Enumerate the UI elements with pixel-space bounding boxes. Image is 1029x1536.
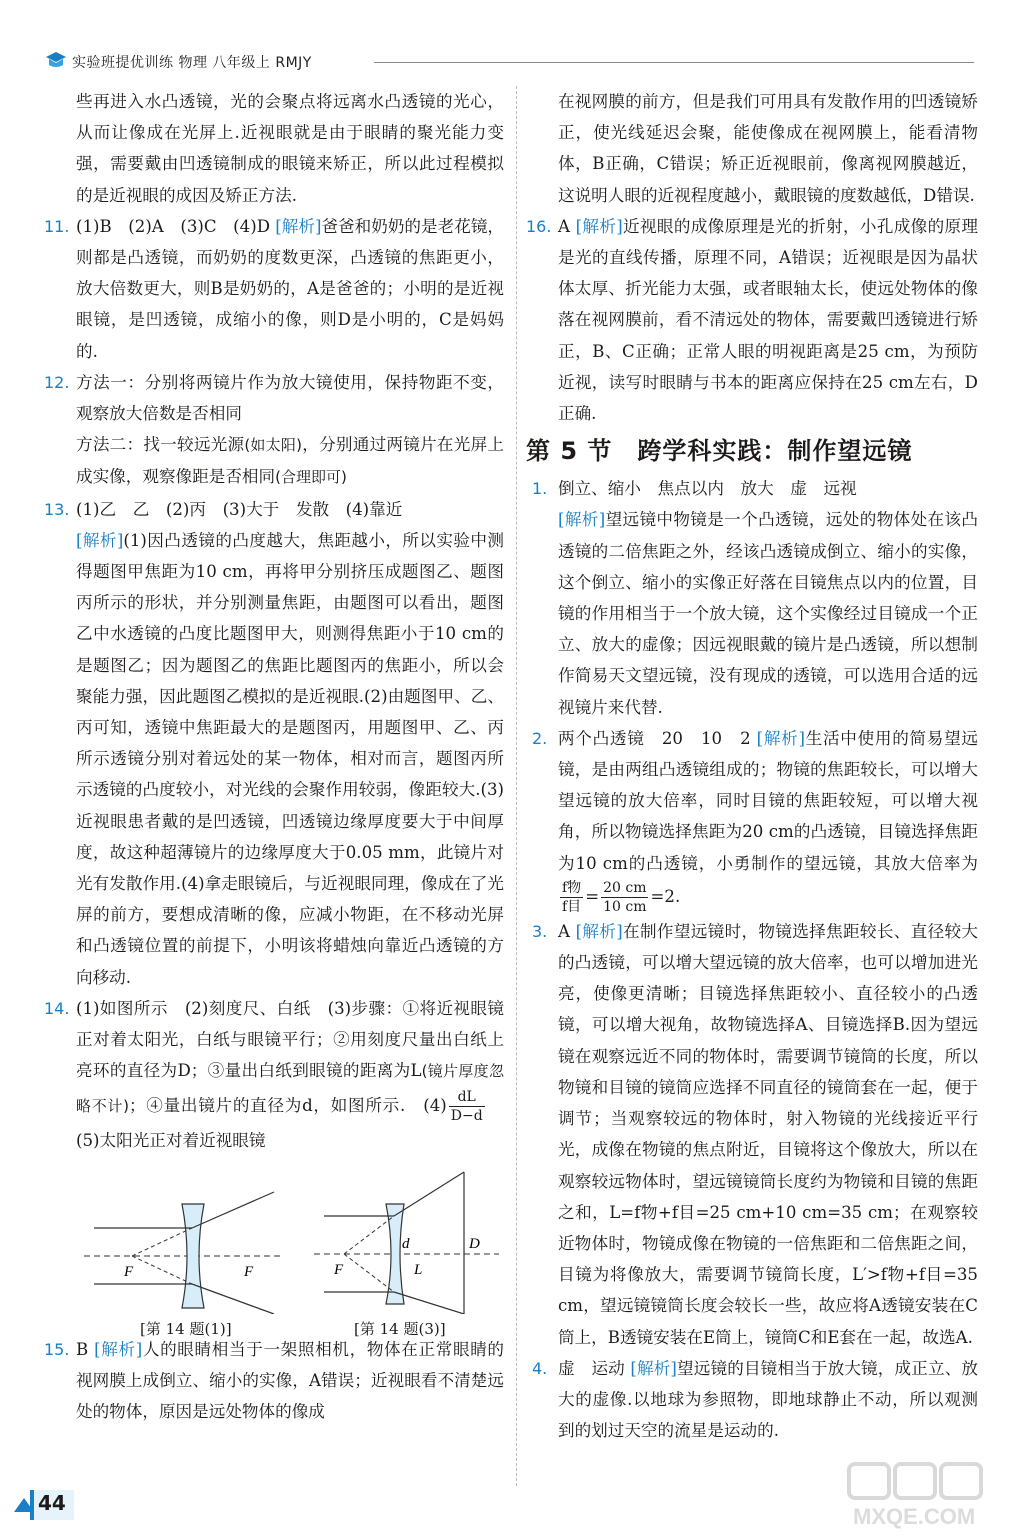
continued-text: 在视网膜的前方，但是我们可用具有发散作用的凹透镜矫正，使光线延迟会聚，能使像成在视网膜上，能看清物体，B正确，C错误；矫正近视眼前，像离视网膜越近，这说明人眼的近视程度越小，戴眼镜的度数越低，D错误. xyxy=(558,92,978,205)
page-number-badge xyxy=(14,1486,70,1522)
analysis-tag: [ 解析 ] xyxy=(576,217,623,236)
analysis-text: 爸爸和奶奶的是老花镜，则都是凸透镜，而奶奶的度数更深，凸透镜的焦距更小，放大倍数更大，则B是奶奶的，A是爸爸的；小明的是近视眼镜，是凹透镜，成缩小的像，则D是小明的，C是妈妈的. xyxy=(76,216,505,361)
analysis-tag: [ 解析 ] xyxy=(76,531,123,550)
continued-text: 些再进入水凸透镜，光的会聚点将远离水凸透镜的光心，从而让像成在光屏上.近视眼就是由于眼睛的聚光能力变强，需要戴由凹透镜制成的眼镜来矫正，所以此过程模拟的是近视眼的成因及矫正方法. xyxy=(76,92,504,205)
page-number: 44 xyxy=(38,1491,66,1515)
question-number: 2. xyxy=(532,728,548,748)
analysis-text: 望远镜中物镜是一个凸透镜，远处的物体处在该凸透镜的二倍焦距之外，经该凸透镜成倒立、缩小的实像，这个倒立、缩小的实像正好落在目镜焦点以内的位置，目镜的作用相当于一个放大镜，这个实像经过目镜成一个正立、放大的虚像；因远视眼戴的镜片是凸透镜，所以想制作简易天文望远镜，没有现成的透镜，可以选用合适的远视镜片来代替. xyxy=(558,510,979,717)
method-one: 方法一：分别将两镜片作为放大镜使用，保持物距不变，观察放大倍数是否相同 xyxy=(76,372,504,424)
answer-text: B xyxy=(76,1339,89,1359)
question-11 xyxy=(44,211,504,367)
section-question-4 xyxy=(526,1353,978,1447)
analysis-text: 在制作望远镜时，物镜选择焦距较长、直径较大的凸透镜，可以增大望远镜的放大倍率，也可以增加进光亮，使像更清晰；目镜选择焦距较小、直径较小的凸透镜，可以增大视角，故物镜选择A、目镜选择B.因为望远镜在观察远近不同的物体时，需要调节镜筒的长度，所以物镜和目镜的镜筒应选择不同直径的镜筒套在一起，便于调节；当观察较远的物体时，射入物镜的光线接近平行光，成像在物镜的焦点附近，目镜将这个像放大，所以在观察较远物体时，望远镜镜筒长度约为物镜和目镜的焦距之和，L=f物+f目=25 cm+10 cm=35 cm；在观察较近物体时，物镜成像在物镜的一倍焦距和二倍焦距之间，目镜为将像放大，需要调节镜筒长度，L′>f物+f目=35 cm，望远镜镜筒长度会较长一些，故应将A透镜安装在C筒上，B透镜安装在E筒上，镜筒C和E套在一起，故选A. xyxy=(558,921,979,1347)
right-column xyxy=(526,86,978,1446)
figure-caption: [第 14 题(1)] xyxy=(140,1319,232,1338)
analysis-tag: [ 解析 ] xyxy=(94,1340,142,1359)
question-number: 12. xyxy=(44,372,70,392)
question-13 xyxy=(44,494,504,993)
formula-fraction: $\frac{\text{f物}}{\text{f目}}$ xyxy=(562,879,582,915)
answer-text: A xyxy=(558,921,570,941)
section-question-2: 2. 两个凸透镜 20 10 2 [ 解析 ] 生活中使用的简易望远镜，是由两组凸透镜组成的；物镜的焦距较长，可以增大望远镜的放大倍率，同时目镜的焦距较短，可以增大视角，所以物镜选择焦距为20 cm的凸透镜，目镜选择焦距为10 cm的凸透镜，小勇制作的望远镜，其放大倍率为 $\frac{\text{f物}}{\text{f目}}$ = $\frac{20 cm}{10 cm}$ =2. xyxy=(526,723,978,916)
question-number: 4. xyxy=(532,1358,548,1378)
question-number: 1. xyxy=(532,479,548,499)
header-rule xyxy=(374,62,974,63)
analysis-tag: [ 解析 ] xyxy=(275,217,321,236)
distance-label: L xyxy=(414,1261,423,1278)
answer-text: (1)乙 乙 (2)丙 (3)大于 发散 (4)靠近 xyxy=(76,499,403,519)
section-question-1 xyxy=(526,473,978,723)
question-15 xyxy=(44,1334,504,1428)
answer-text: 虚 运动 xyxy=(558,1358,625,1378)
question-number: 15. xyxy=(44,1339,70,1359)
analysis-tag: [ 解析 ] xyxy=(558,510,605,529)
svg-text:MXQE.COM: MXQE.COM xyxy=(853,1504,976,1529)
question-number: 16. xyxy=(526,216,552,236)
figure-caption: [第 14 题(3)] xyxy=(354,1319,446,1338)
analysis-text: 人的眼睛相当于一架照相机，物体在正常眼睛的视网膜上成倒立、缩小的实像，A错误；近视眼看不清楚远处的物体，原因是远处物体的像成 xyxy=(76,1339,505,1422)
diameter-label: d xyxy=(402,1235,410,1252)
formula-fraction: $\frac{dL}{D-d}$ xyxy=(450,1088,483,1124)
question-number: 3. xyxy=(532,921,548,941)
analysis-text: 近视眼的成像原理是光的折射，小孔成像的原理是光的直线传播，原理不同，A错误；近视眼是因为晶状体太厚、折光能力太强，或者眼轴太长，使远处物体的像落在视网膜前，看不清远处的物体，需要戴凹透镜进行矫正，B、C正确；正常人眼的明视距离是25 cm，为预防近视，读写时眼睛与书本的距离应保持在25 cm左右，D正确. xyxy=(558,216,979,424)
ring-diameter-label: D xyxy=(469,1235,480,1252)
analysis-text: (1)因凸透镜的凸度越大，焦距越小，所以实验中测得题图甲焦距为10 cm，再将甲分别挤压成题图乙、题图丙所示的形状，并分别测量焦距，由题图可以看出，题图乙中水透镜的凸度比题图甲大，则测得焦距小于10 cm的是题图乙；因为题图乙的焦距比题图丙的焦距小，所以会聚能力强，因此题图乙模拟的是近视眼.(2)由题图甲、乙、丙可知，透镜中焦距最大的是题图丙，用题图甲、乙、丙所示透镜分别对着远处的某一物体，相对而言，题图丙所示透镜的凸度较小，对光线的会聚作用较弱，像距较大.(3)近视眼患者戴的是凹透镜，凹透镜边缘厚度要大于中间厚度，故这种超薄镜片的边缘厚度大于0.05 mm，此镜片对光有发散作用.(4)拿走眼镜后，与近视眼同理，像成在了光屏的前方，要想成清晰的像，应减小物距，在不移动光屏和凸透镜位置的前提下，小明该将蜡烛向靠近凸透镜的方向移动. xyxy=(76,530,504,987)
formula-fraction: $\frac{20 cm}{10 cm}$ xyxy=(603,879,647,915)
answer-text: A xyxy=(558,216,570,236)
question-12 xyxy=(44,367,504,494)
concave-lens-diagram xyxy=(84,1164,284,1314)
question-number: 11. xyxy=(44,216,70,236)
answer-text: (1)B (2)A (3)C (4)D xyxy=(76,216,270,236)
focus-label: F xyxy=(334,1261,344,1278)
question-number: 13. xyxy=(44,499,70,519)
lens-ring-diagram xyxy=(314,1124,504,1314)
section-title: 第 5 节 跨学科实践：制作望远镜 xyxy=(526,437,913,466)
analysis-tag: [ 解析 ] xyxy=(576,922,623,941)
focus-label: F xyxy=(124,1263,134,1280)
answer-text: 倒立、缩小 焦点以内 放大 虚 远视 xyxy=(558,479,857,499)
method-two: 方法二：找一较远光源(如太阳)，分别通过两镜片在光屏上成实像，观察像距是否相同(合理即可) xyxy=(76,435,505,487)
focus-label: F xyxy=(244,1263,254,1280)
question-16 xyxy=(526,211,978,429)
question-14-figures xyxy=(44,1164,504,1338)
analysis-tag: [ 解析 ] xyxy=(757,729,805,748)
column-divider xyxy=(516,86,517,1486)
section-question-3 xyxy=(526,916,978,1353)
header-title: 实验班提优训练 物理 八年级上 RMJY xyxy=(72,55,312,71)
question-14: 14. (1)如图所示 (2)刻度尺、白纸 (3)步骤：①将近视眼镜正对着太阳光，白纸与眼镜平行；②用刻度尺量出白纸上亮环的直径为D；③量出白纸到眼镜的距离为L(镜片厚度忽略不计)；④量出镜片的直径为d，如图所示. (4) $\frac{dL}{D-d}$ (5)太阳光正对着近视眼镜 xyxy=(44,993,504,1156)
book-logo-icon xyxy=(44,48,68,72)
watermark-logo xyxy=(845,1460,1015,1530)
answer-text: 两个凸透镜 20 10 2 xyxy=(558,728,751,748)
left-column xyxy=(44,86,504,1427)
analysis-text: 望远镜的目镜相当于放大镜，成正立、放大的虚像.以地球为参照物，即地球静止不动，所以观测到的划过天空的流星是运动的. xyxy=(558,1358,979,1441)
page-header xyxy=(44,46,974,76)
analysis-tag: [ 解析 ] xyxy=(630,1359,677,1378)
question-number: 14. xyxy=(44,998,70,1018)
analysis-text: 生活中使用的简易望远镜，是由两组凸透镜组成的；物镜的焦距较长，可以增大望远镜的放大倍率，同时目镜的焦距较短，可以增大视角，所以物镜选择焦距为20 cm的凸透镜，目镜选择焦距为10 cm的凸透镜，小勇制作的望远镜，其放大倍率为 xyxy=(558,728,979,873)
